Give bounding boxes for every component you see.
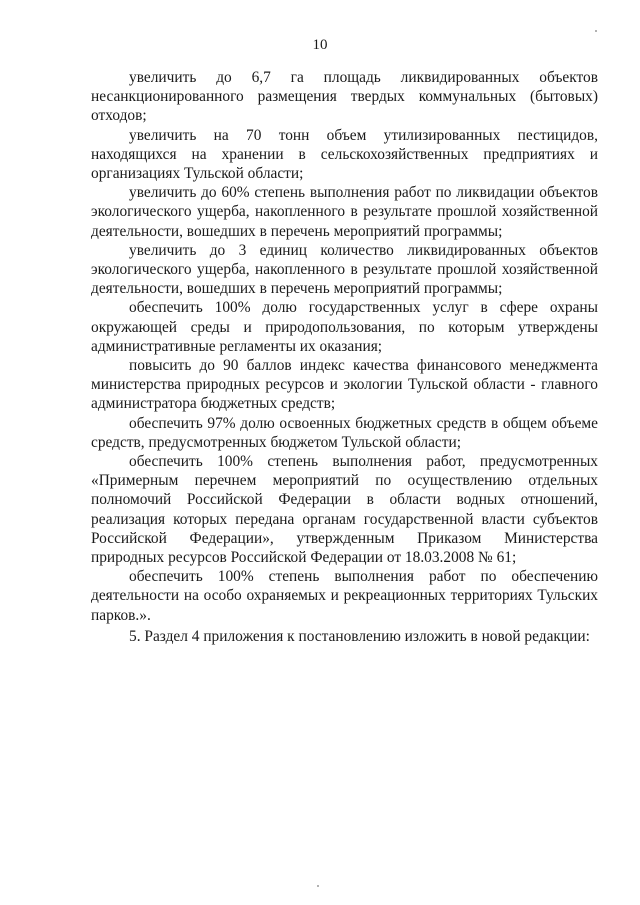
paragraph-section-4: 5. Раздел 4 приложения к постановлению изложить в новой редакции: [129,627,590,645]
paragraph-pesticides: увеличить на 70 тонн объем утилизированных пестицидов, находящихся на хранении в сельскохозяйственных предприятиях и организациях Тульской области; [91,126,598,183]
page-number: 10 [312,37,328,53]
paragraph-state-services: обеспечить 100% долю государственных услуг в сфере охраны окружающей среды и природопользования, по которым утверждены административные регламенты их оказания; [91,299,598,355]
paragraph-damage-objects-count: увеличить до 3 единиц количество ликвидированных объектов экологического ущерба, накопленного в результате прошлой хозяйственной деятельности, вошедших в перечень мероприятий программы; [91,241,598,298]
paragraph-water-relations: обеспечить 100% степень выполнения работ, предусмотренных «Примерным перечнем мероприятий по осуществлению отдельных полномочий Российской Федерации в области водных отношений, реализация которых передана органам государственной власти субъектов Российской Федерации», утвержденным Приказом Министерства природных ресурсов Российской Федерации от 18.03.2008 № 61; [91,453,598,567]
paragraph-landfill-area: увеличить до 6,7 га площадь ликвидированных объектов несанкционированного размещения твердых коммунальных (бытовых) отходов; [91,69,598,125]
paragraph-damage-works-percent: увеличить до 60% степень выполнения работ по ликвидации объектов экологического ущерба, накопленного в результате прошлой хозяйственной деятельности, вошедших в перечень мероприятий программы; [91,184,598,240]
scan-speck [317,885,319,887]
paragraph-financial-index: повысить до 90 баллов индекс качества финансового менеджмента министерства природных ресурсов и экологии Тульской области - главного администратора бюджетных средств; [91,357,598,413]
scan-speck [595,30,597,32]
paragraph-budget-funds: обеспечить 97% долю освоенных бюджетных средств в общем объеме средств, предусмотренных бюджетом Тульской области; [91,414,598,451]
document-body [91,68,598,646]
paragraph-protected-areas: обеспечить 100% степень выполнения работ по обеспечению деятельности на особо охраняемых и рекреационных территориях Тульских парков.». [91,568,598,624]
